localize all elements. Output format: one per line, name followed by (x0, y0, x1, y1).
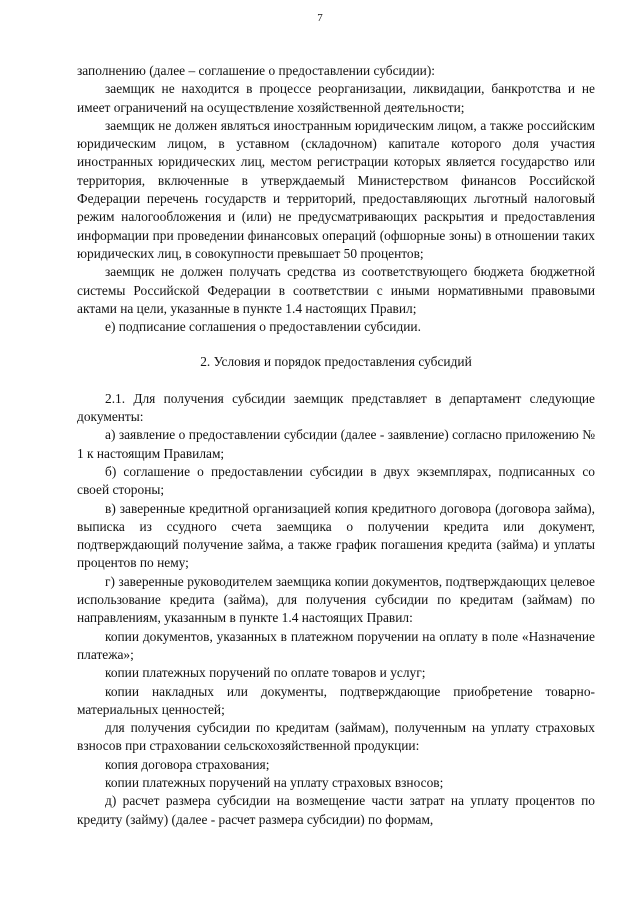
paragraph: а) заявление о предоставлении субсидии (далее - заявление) согласно приложению № 1 к настоящим Правилам; (77, 427, 595, 461)
paragraph: копии документов, указанных в платежном поручении на оплату в поле «Назначение платежа»; (77, 628, 595, 662)
paragraph: заполнению (далее – соглашение о предоставлении субсидии): (77, 63, 436, 78)
document-body (77, 62, 595, 829)
paragraph: копии платежных поручений на уплату страховых взносов; (105, 774, 444, 790)
paragraph: 2.1. Для получения субсидии заемщик представляет в департамент следующие документы: (77, 390, 595, 425)
paragraph: в) заверенные кредитной организацией копия кредитного договора (договора займа), выписка из ссудного счета заемщика о получении кредита или документ, подтверждающий получение займа, а также график погашения кредита (займа) и уплаты процентов по нему; (77, 500, 595, 571)
paragraph: е) подписание соглашения о предоставлении субсидии. (105, 319, 421, 335)
paragraph: заемщик не должен получать средства из соответствующего бюджета бюджетной системы Российской Федерации в соответствии с иными нормативными правовыми актами на цели, указанные в пункте 1.4 настоящих Правил; (77, 264, 595, 316)
paragraph: заемщик не находится в процессе реорганизации, ликвидации, банкротства и не имеет ограничений на осуществление хозяйственной деятельности; (77, 81, 595, 115)
paragraph: копия договора страхования; (105, 756, 270, 772)
paragraph: копии платежных поручений по оплате товаров и услуг; (105, 665, 426, 681)
paragraph: г) заверенные руководителем заемщика копии документов, подтверждающих целевое использование кредита (займа), для получения субсидии по кредитам (займам) по направлениям, указанным в пункте 1.4 настоящих Правил: (77, 573, 595, 626)
paragraph: б) соглашение о предоставлении субсидии в двух экземплярах, подписанных со своей стороны; (77, 463, 595, 498)
paragraph: д) расчет размера субсидии на возмещение части затрат на уплату процентов по кредиту (займу) (далее - расчет размера субсидии) по формам, (77, 793, 595, 827)
paragraph: заемщик не должен являться иностранным юридическим лицом, а также российским юридическим лицом, в уставном (складочном) капитале которого доля участия иностранных юридических лиц, местом регистрации которых является государство или территория, включенные в утверждаемый Министерством финансов Российской Федерации перечень государств и территорий, предоставляющих льготный налоговый режим налогообложения и (или) не предусматривающих раскрытия и предоставления информации при проведении финансовых операций (офшорные зоны) в отношении таких юридических лиц, в совокупности превышает 50 процентов; (77, 117, 595, 261)
paragraph: для получения субсидии по кредитам (займам), полученным на уплату страховых взносов при страховании сельскохозяйственной продукции: (77, 720, 595, 754)
page-number: 7 (317, 12, 323, 24)
paragraph: копии накладных или документы, подтверждающие приобретение товарно-материальных ценностей; (77, 683, 595, 717)
section-heading: 2. Условия и порядок предоставления субсидий (200, 354, 472, 370)
